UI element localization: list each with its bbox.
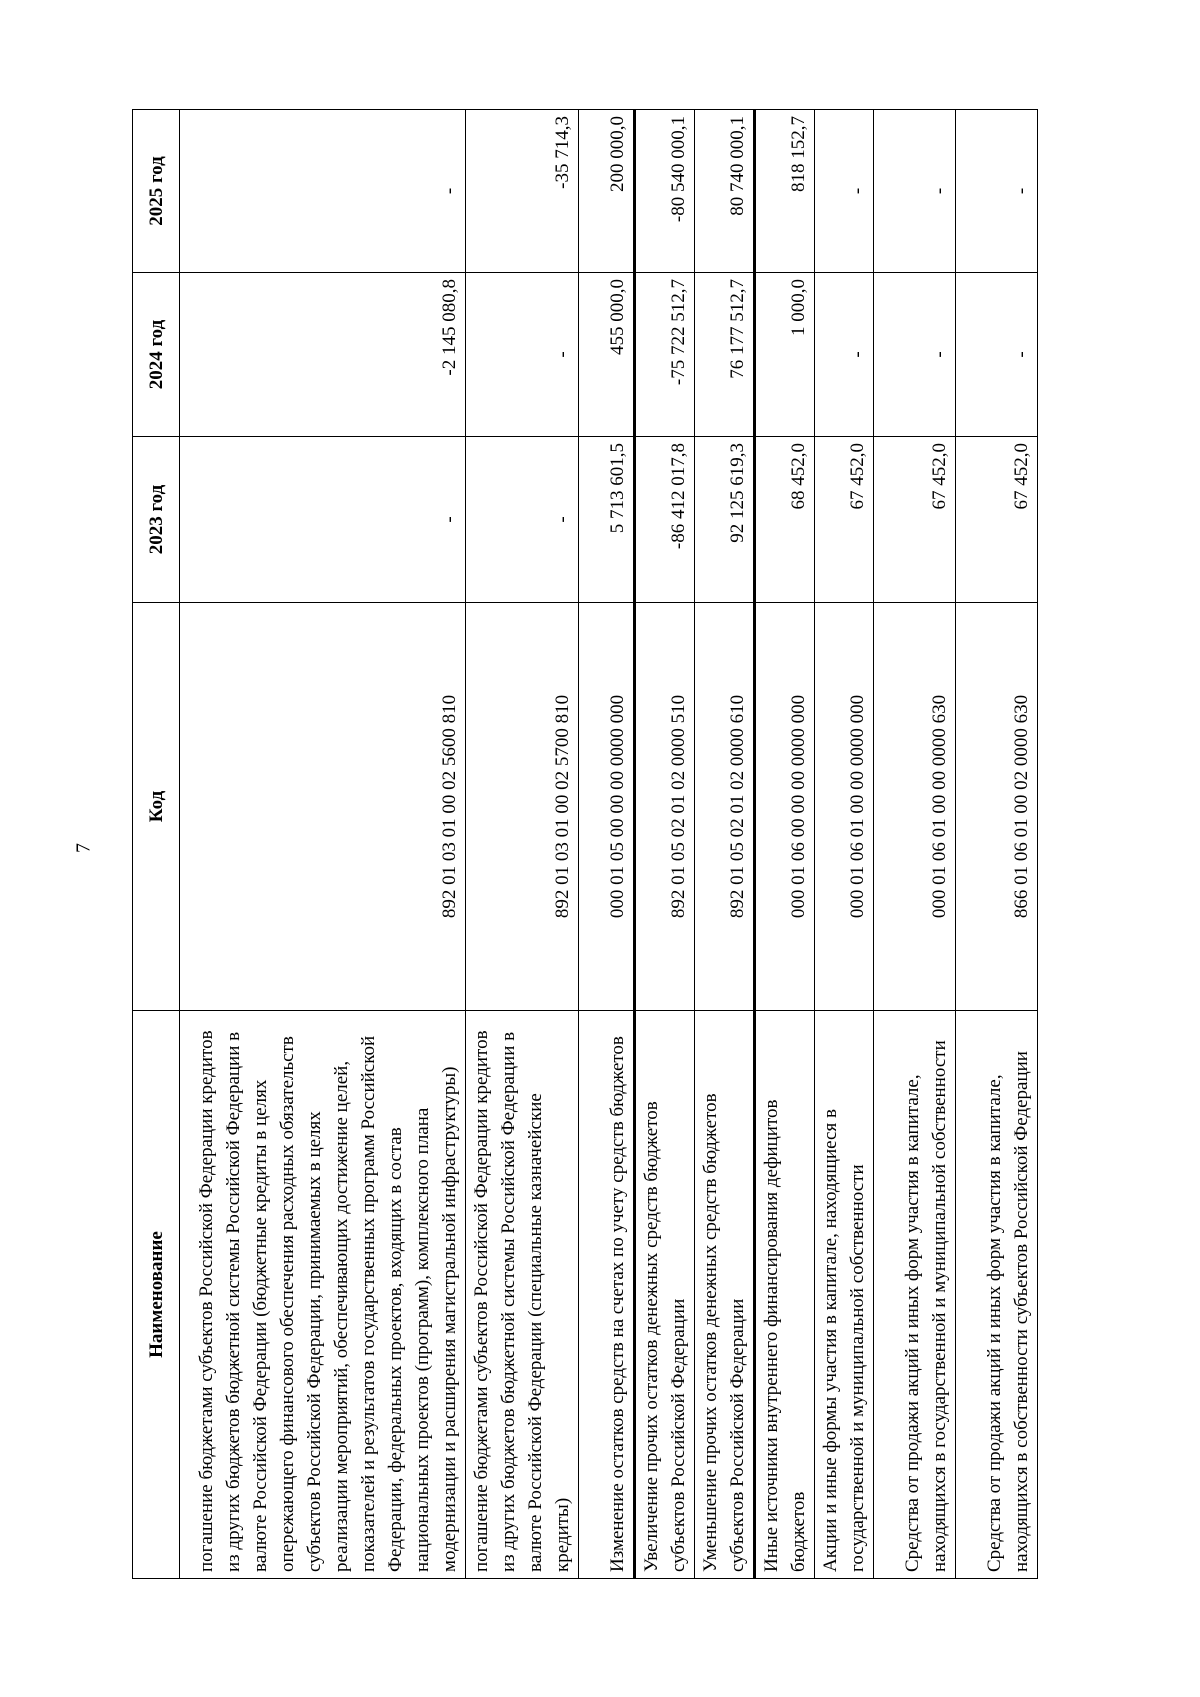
row-value-2023: 67 452,0 — [815, 437, 874, 603]
row-name: Иные источники внутреннего финансирования дефицитов бюджетов — [755, 1011, 815, 1579]
row-value-2025: - — [956, 110, 1038, 273]
table-row — [466, 110, 579, 1579]
row-value-2025: 200 000,0 — [579, 110, 635, 273]
row-name: Увеличение прочих остатков денежных средств бюджетов субъектов Российской Федерации — [635, 1011, 695, 1579]
row-code: 000 01 06 01 00 00 0000 000 — [815, 603, 874, 1011]
row-value-2023: - — [180, 437, 466, 603]
row-code: 892 01 05 02 01 02 0000 510 — [635, 603, 695, 1011]
row-code: 892 01 05 02 01 02 0000 610 — [695, 603, 755, 1011]
page-number: 7 — [72, 843, 95, 853]
row-value-2024: - — [956, 273, 1038, 437]
row-value-2024: - — [466, 273, 579, 437]
row-value-2025: -80 540 000,1 — [635, 110, 695, 273]
row-name: погашение бюджетами субъектов Российской Федерации кредитов из других бюджетов бюджетной системы Российской Федерации в валюте Российской Федерации (специальные казначейские кредиты) — [466, 1011, 579, 1579]
header-name: Наименование — [133, 1011, 180, 1579]
row-name: Акции и иные формы участия в капитале, находящиеся в государственной и муниципальной собственности — [815, 1011, 874, 1579]
row-value-2024: 455 000,0 — [579, 273, 635, 437]
row-value-2025: 80 740 000,1 — [695, 110, 755, 273]
sources-financing-table — [132, 109, 1038, 1579]
row-value-2023: 92 125 619,3 — [695, 437, 755, 603]
table-row — [755, 110, 815, 1579]
row-value-2023: 68 452,0 — [755, 437, 815, 603]
header-2025: 2025 год — [133, 110, 180, 273]
row-code: 866 01 06 01 00 02 0000 630 — [956, 603, 1038, 1011]
header-2023: 2023 год — [133, 437, 180, 603]
table-row — [695, 110, 755, 1579]
row-code: 000 01 06 00 00 00 0000 000 — [755, 603, 815, 1011]
row-code: 892 01 03 01 00 02 5700 810 — [466, 603, 579, 1011]
row-value-2025: - — [815, 110, 874, 273]
row-value-2024: 1 000,0 — [755, 273, 815, 437]
row-value-2025: 818 152,7 — [755, 110, 815, 273]
row-name: Средства от продажи акций и иных форм участия в капитале, находящихся в государственной и муниципальной собственности — [874, 1011, 956, 1579]
row-code: 892 01 03 01 00 02 5600 810 — [180, 603, 466, 1011]
rotated-table-container — [132, 110, 1038, 1579]
row-value-2023: 5 713 601,5 — [579, 437, 635, 603]
row-code: 000 01 05 00 00 00 0000 000 — [579, 603, 635, 1011]
table-row — [180, 110, 466, 1579]
table-row — [956, 110, 1038, 1579]
row-value-2024: -2 145 080,8 — [180, 273, 466, 437]
row-value-2025: -35 714,3 — [466, 110, 579, 273]
table-row — [579, 110, 635, 1579]
table-row — [815, 110, 874, 1579]
row-name: погашение бюджетами субъектов Российской Федерации кредитов из других бюджетов бюджетной системы Российской Федерации в валюте Российской Федерации (бюджетные кредиты в целях опережающего финансового обеспечения расходных обязательств субъектов Российской Федерации, принимаемых в целях реализации мероприятий, обеспечивающих достижение целей, показателей и результатов государственных программ Российской Федерации, федеральных проектов, входящих в состав национальных проектов (программ), комплексного плана модернизации и расширения магистральной инфраструктуры) — [180, 1011, 466, 1579]
row-name: Изменение остатков средств на счетах по учету средств бюджетов — [579, 1011, 635, 1579]
row-code: 000 01 06 01 00 00 0000 630 — [874, 603, 956, 1011]
row-value-2024: - — [815, 273, 874, 437]
row-value-2025: - — [180, 110, 466, 273]
row-value-2025: - — [874, 110, 956, 273]
header-code: Код — [133, 603, 180, 1011]
row-value-2023: 67 452,0 — [956, 437, 1038, 603]
table-row — [874, 110, 956, 1579]
row-value-2023: -86 412 017,8 — [635, 437, 695, 603]
row-value-2023: - — [466, 437, 579, 603]
row-value-2023: 67 452,0 — [874, 437, 956, 603]
table-row — [635, 110, 695, 1579]
row-value-2024: -75 722 512,7 — [635, 273, 695, 437]
row-value-2024: 76 177 512,7 — [695, 273, 755, 437]
header-row — [133, 110, 180, 1579]
header-2024: 2024 год — [133, 273, 180, 437]
row-name: Уменьшение прочих остатков денежных средств бюджетов субъектов Российской Федерации — [695, 1011, 755, 1579]
row-value-2024: - — [874, 273, 956, 437]
row-name: Средства от продажи акций и иных форм участия в капитале, находящихся в собственности субъектов Российской Федерации — [956, 1011, 1038, 1579]
